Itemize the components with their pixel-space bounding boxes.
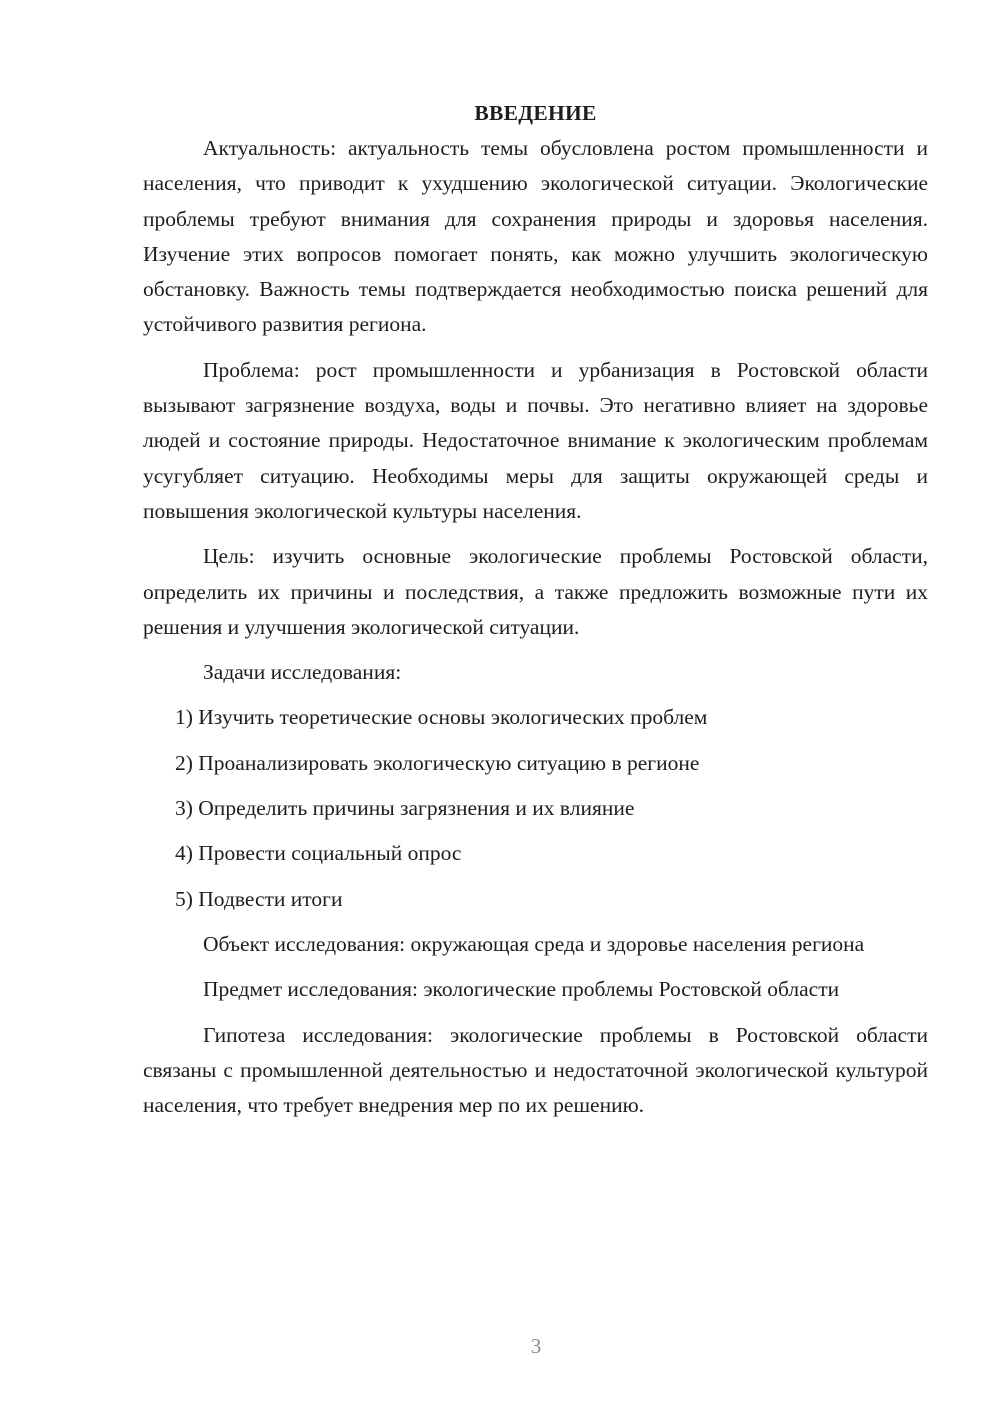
task-item: 2) Проанализировать экологическую ситуацию в регионе (175, 750, 700, 775)
task-item: 1) Изучить теоретические основы экологических проблем (175, 705, 708, 730)
goal-paragraph: Цель: изучить основные экологические проблемы Ростовской области, определить их причины и последствия, а также предложить возможные пути их решения и улучшения экологической ситуации. (143, 544, 928, 639)
task-item: 4) Провести социальный опрос (175, 841, 462, 866)
problem-paragraph: Проблема: рост промышленности и урбанизация в Ростовской области вызывают загрязнение воздуха, воды и почвы. Это негативно влияет на здоровье людей и состояние природы. Недостаточное внимание к экологическим проблемам усугубляет ситуацию. Необходимы меры для защиты окружающей среды и повышения экологической культуры населения. (143, 357, 928, 523)
page-number: 3 (530, 1334, 542, 1358)
page-title: ВВЕДЕНИЕ (474, 101, 597, 125)
task-item: 5) Подвести итоги (175, 886, 343, 911)
page-content (143, 96, 928, 1123)
relevance-paragraph: Актуальность: актуальность темы обусловлена ростом промышленности и населения, что приводит к ухудшению экологической ситуации. Экологические проблемы требуют внимания для сохранения природы и здоровья населения. Изучение этих вопросов помогает понять, как можно улучшить экологическую обстановку. Важность темы подтверждается необходимостью поиска решений для устойчивого развития региона. (143, 136, 928, 337)
hypothesis-paragraph: Гипотеза исследования: экологические проблемы в Ростовской области связаны с промышленной деятельностью и недостаточной экологической культурой населения, что требует внедрения мер по их решению. (143, 1022, 928, 1118)
task-item: 3) Определить причины загрязнения и их влияние (175, 796, 635, 821)
subject-paragraph: Предмет исследования: экологические проблемы Ростовской области (203, 977, 840, 1002)
tasks-heading: Задачи исследования: (203, 660, 402, 685)
object-paragraph: Объект исследования: окружающая среда и здоровье населения региона (203, 931, 865, 956)
task-list (143, 700, 928, 916)
